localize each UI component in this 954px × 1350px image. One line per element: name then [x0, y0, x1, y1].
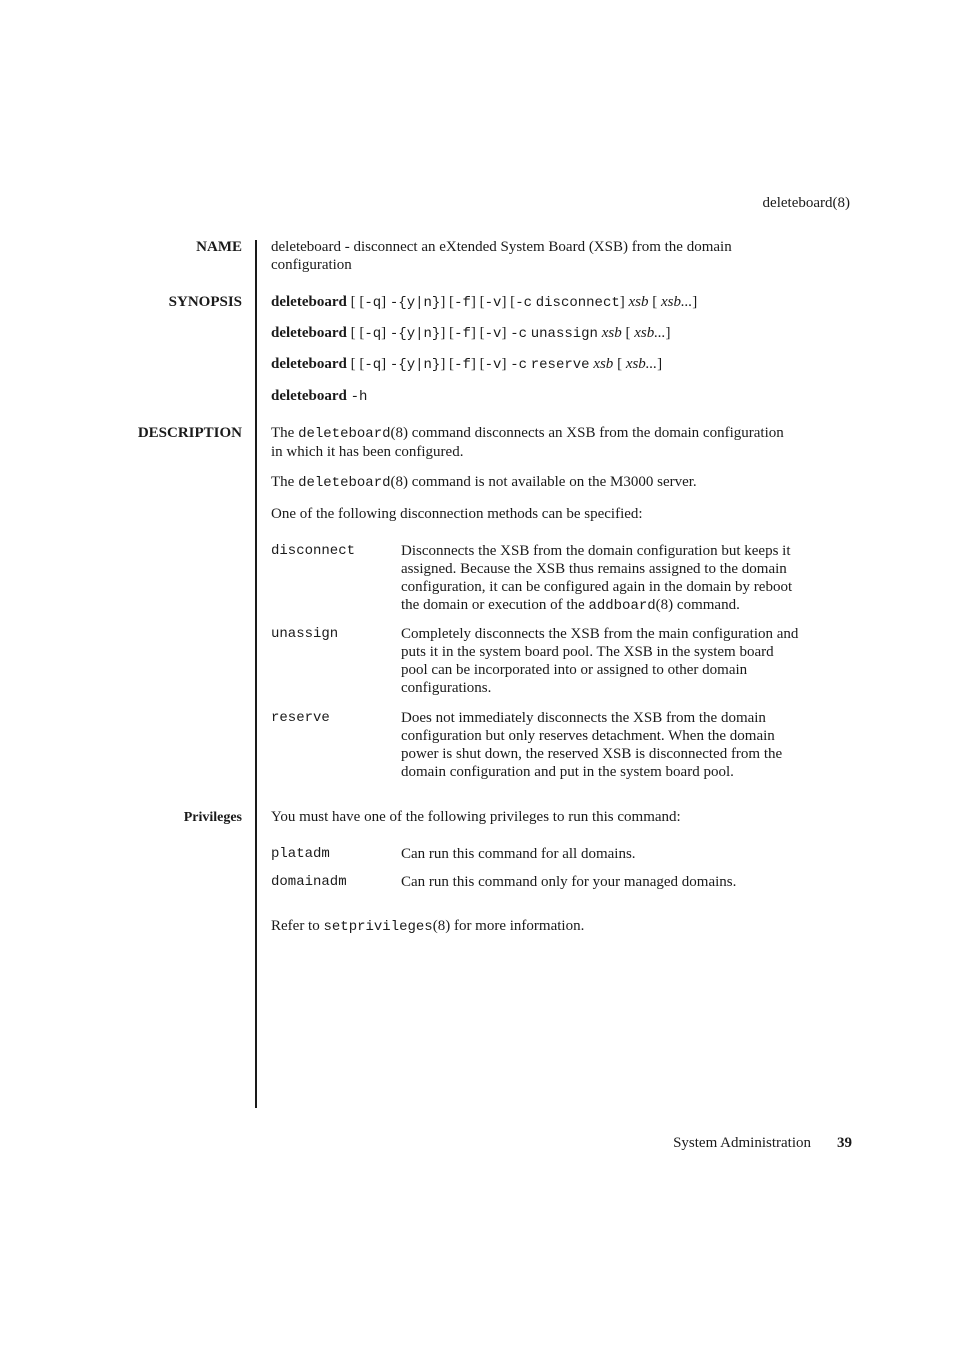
- name-text: [271, 238, 853, 274]
- command-name: deleteboard: [271, 356, 347, 372]
- keyword-disconnect: disconnect: [535, 295, 620, 311]
- option-f: -f: [454, 295, 471, 311]
- running-header: deleteboard(8): [762, 195, 850, 211]
- name-line-1: deleteboard - disconnect an eXtended System Board (XSB) from the domain: [271, 239, 732, 255]
- option-q: -q: [364, 295, 382, 311]
- inline-code: setprivileges: [323, 919, 433, 935]
- command-name: deleteboard: [271, 325, 347, 341]
- option-q: -q: [364, 326, 382, 342]
- section-label-name: NAME: [196, 239, 242, 255]
- section-label-description: DESCRIPTION: [137, 425, 242, 441]
- arg-xsb: xsb: [628, 294, 649, 310]
- section-divider-rule: [255, 240, 257, 1108]
- synopsis-line-unassign: deleteboard [ [-q] -{y|n}] [-f] [-v] -c unassign xsb [ xsb...]: [271, 325, 671, 342]
- option-h: -h: [350, 389, 368, 405]
- method-def-disconnect: Disconnects the XSB from the domain configuration but keeps it assigned. Because the XSB thus remains assigned to the domain configuration, it can be configured again in the domain by reboot the domain or execution of the addboard(8) command.: [401, 543, 793, 614]
- arg-xsb: xsb: [593, 356, 614, 372]
- option-yn: -{y|n}: [389, 326, 441, 342]
- arg-xsb-more: xsb...: [625, 356, 658, 372]
- method-term-disconnect: disconnect: [271, 543, 356, 559]
- book-title: System Administration: [673, 1135, 811, 1151]
- synopsis-line-help: [271, 387, 853, 406]
- option-yn: -{y|n}: [389, 295, 441, 311]
- option-c: -c: [510, 326, 527, 342]
- method-term-unassign: unassign: [271, 626, 339, 642]
- method-def-reserve: Does not immediately disconnects the XSB from the domain configuration but only reserves detachment. When the domain power is shut down, the reserved XSB is disconnected from the domain configuration and put in the system board pool.: [401, 710, 783, 780]
- privileges-refer: Refer to setprivileges(8) for more information.: [271, 918, 585, 935]
- synopsis-line-reserve: deleteboard [ [-q] -{y|n}] [-f] [-v] -c reserve xsb [ xsb...]: [271, 356, 663, 373]
- privilege-term-platadm: platadm: [271, 846, 330, 862]
- keyword-reserve: reserve: [530, 357, 590, 373]
- arg-xsb: xsb: [601, 325, 622, 341]
- inline-code: addboard: [588, 598, 656, 614]
- command-name: deleteboard: [271, 294, 347, 310]
- method-def-unassign: Completely disconnects the XSB from the main configuration and puts it in the system board pool. The XSB in the system board pool can be incorporated into or assigned to other domain configurations.: [401, 626, 799, 696]
- option-v: -v: [484, 357, 502, 373]
- inline-code: deleteboard: [298, 475, 391, 491]
- command-name: deleteboard: [271, 388, 347, 404]
- synopsis-line-disconnect: deleteboard [ [-q] -{y|n}] [-f] [-v] [-c disconnect] xsb [ xsb...]: [271, 294, 698, 311]
- option-yn: -{y|n}: [389, 357, 441, 373]
- arg-xsb-more: xsb...: [634, 325, 666, 341]
- option-f: -f: [454, 326, 471, 342]
- description-paragraph-1: The deleteboard(8) command disconnects an XSB from the domain configuration in which it has been configured.: [271, 425, 784, 460]
- option-c: -c: [515, 295, 532, 311]
- privilege-desc-platadm: Can run this command for all domains.: [401, 846, 636, 862]
- page-footer: [673, 1134, 852, 1152]
- description-paragraph-2: The deleteboard(8) command is not available on the M3000 server.: [271, 474, 697, 491]
- option-f: -f: [454, 357, 471, 373]
- inline-code: deleteboard: [298, 426, 391, 442]
- option-v: -v: [484, 295, 502, 311]
- keyword-unassign: unassign: [530, 326, 598, 342]
- option-q: -q: [364, 357, 382, 373]
- arg-xsb-more: xsb...: [661, 294, 693, 310]
- privileges-intro: You must have one of the following privileges to run this command:: [271, 809, 681, 825]
- privilege-term-domainadm: domainadm: [271, 874, 347, 890]
- name-line-2: configuration: [271, 257, 352, 273]
- method-term-reserve: reserve: [271, 710, 330, 726]
- description-paragraph-3: One of the following disconnection methods can be specified:: [271, 506, 643, 522]
- page-number: 39: [837, 1135, 852, 1151]
- option-c: -c: [510, 357, 527, 373]
- section-label-privileges: Privileges: [183, 810, 242, 825]
- section-label-synopsis: SYNOPSIS: [168, 294, 242, 310]
- privilege-desc-domainadm: Can run this command only for your managed domains.: [401, 874, 737, 890]
- option-v: -v: [484, 326, 502, 342]
